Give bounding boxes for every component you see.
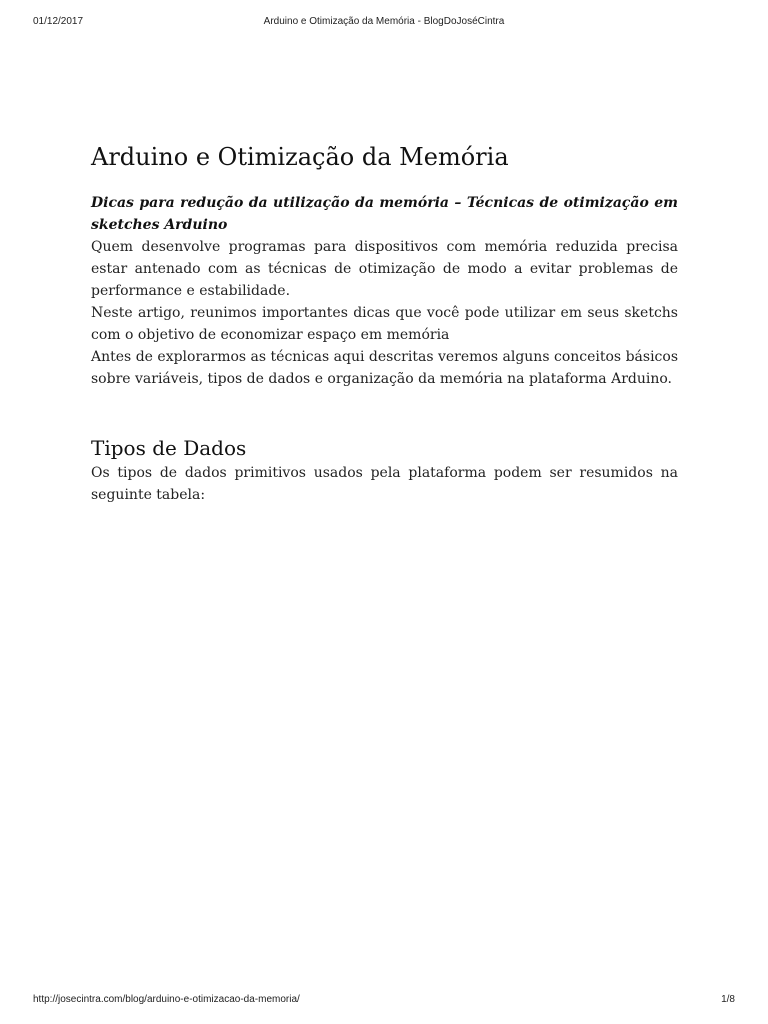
paragraph-article-goal: Neste artigo, reunimos importantes dicas que você pode utilizar em seus sketchs com o objetivo de economizar espaço em memória	[91, 305, 678, 343]
paragraph-concepts: Antes de explorarmos as técnicas aqui descritas veremos alguns conceitos básicos sobre variáveis, tipos de dados e organização da memória na plataforma Arduino.	[91, 349, 678, 387]
print-page-title: Arduino e Otimização da Memória - BlogDoJoséCintra	[263, 16, 505, 27]
print-header	[33, 16, 735, 30]
print-footer	[33, 994, 735, 1008]
article-title: Arduino e Otimização da Memória	[91, 143, 509, 171]
print-url: http://josecintra.com/blog/arduino-e-otimizacao-da-memoria/	[33, 994, 300, 1005]
paragraph-intro: Quem desenvolve programas para dispositivos com memória reduzida precisa estar antenado com as técnicas de otimização de modo a evitar problemas de performance e estabilidade.	[91, 239, 678, 299]
section-heading-data-types: Tipos de Dados	[91, 436, 247, 460]
page-number: 1/8	[721, 994, 735, 1005]
article-subtitle: Dicas para redução da utilização da memória – Técnicas de otimização em sketches Arduino	[91, 195, 678, 233]
paragraph-data-types: Os tipos de dados primitivos usados pela plataforma podem ser resumidos na seguinte tabela:	[91, 465, 678, 503]
print-date: 01/12/2017	[33, 16, 84, 27]
article	[91, 140, 678, 506]
